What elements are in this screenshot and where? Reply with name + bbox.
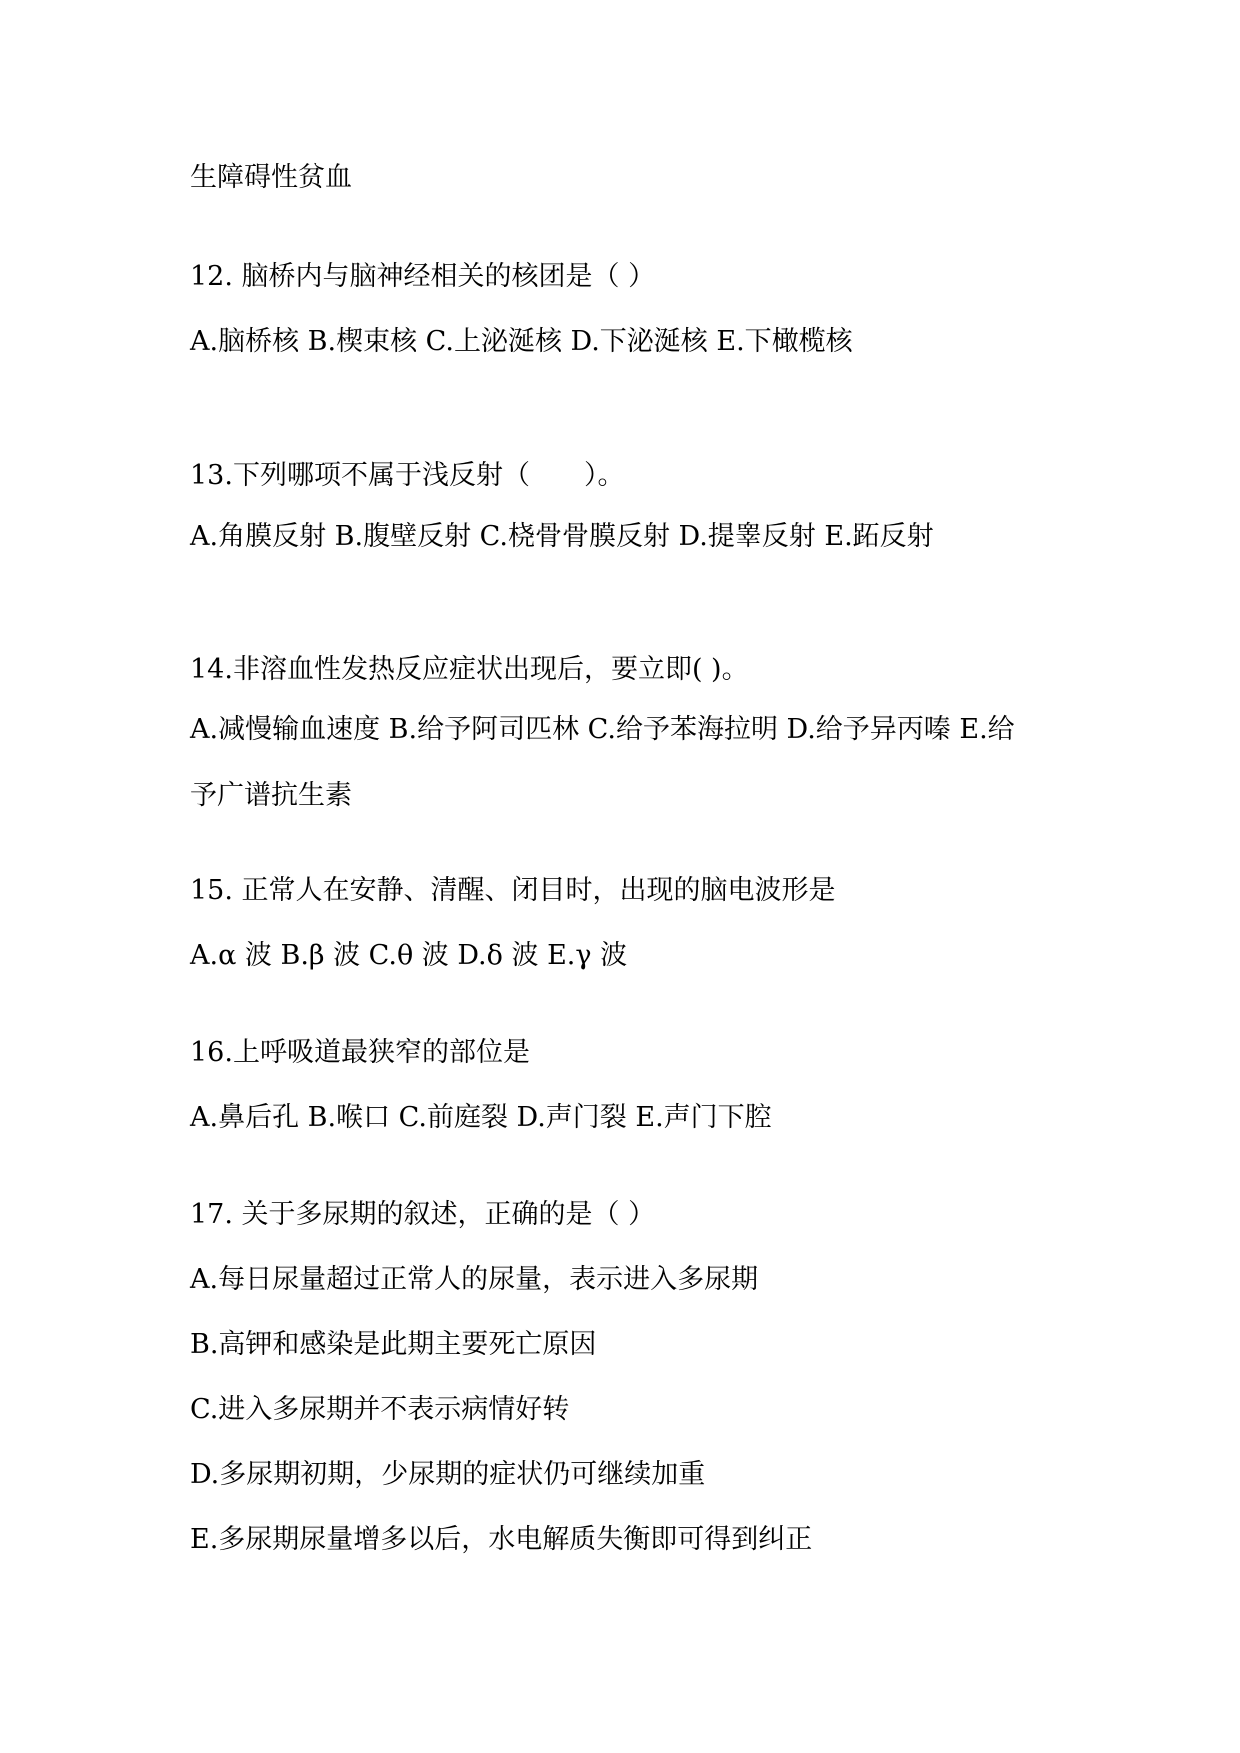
question-17-option-b: B.高钾和感染是此期主要死亡原因 [190, 1329, 597, 1360]
question-15-options: A.α 波 B.β 波 C.θ 波 D.δ 波 E.γ 波 [190, 940, 628, 971]
question-13-options: A.角膜反射 B.腹壁反射 C.桡骨骨膜反射 D.提睾反射 E.跖反射 [190, 521, 934, 552]
question-16: 16.上呼吸道最狭窄的部位是 [190, 1037, 530, 1068]
question-13: 13.下列哪项不属于浅反射（ ）。 [190, 460, 625, 491]
question-16-options: A.鼻后孔 B.喉口 C.前庭裂 D.声门裂 E.声门下腔 [190, 1102, 772, 1133]
question-14: 14.非溶血性发热反应症状出现后，要立即( )。 [190, 654, 749, 685]
question-17-option-c: C.进入多尿期并不表示病情好转 [190, 1394, 570, 1425]
question-17-option-e: E.多尿期尿量增多以后，水电解质失衡即可得到纠正 [190, 1524, 813, 1555]
question-14-options-line1: A.减慢输血速度 B.给予阿司匹林 C.给予苯海拉明 D.给予异丙嗪 E.给 [190, 714, 1015, 745]
question-17-option-a: A.每日尿量超过正常人的尿量，表示进入多尿期 [190, 1264, 759, 1295]
question-17: 17. 关于多尿期的叙述，正确的是（ ） [190, 1199, 656, 1230]
question-15: 15. 正常人在安静、清醒、闭目时，出现的脑电波形是 [190, 875, 836, 906]
question-17-option-d: D.多尿期初期，少尿期的症状仍可继续加重 [190, 1459, 706, 1490]
question-12-options: A.脑桥核 B.楔束核 C.上泌涎核 D.下泌涎核 E.下橄榄核 [190, 326, 853, 357]
question-14-options-line2: 予广谱抗生素 [190, 780, 352, 811]
continued-answer-text: 生障碍性贫血 [190, 162, 352, 193]
question-12: 12. 脑桥内与脑神经相关的核团是（ ） [190, 261, 656, 292]
